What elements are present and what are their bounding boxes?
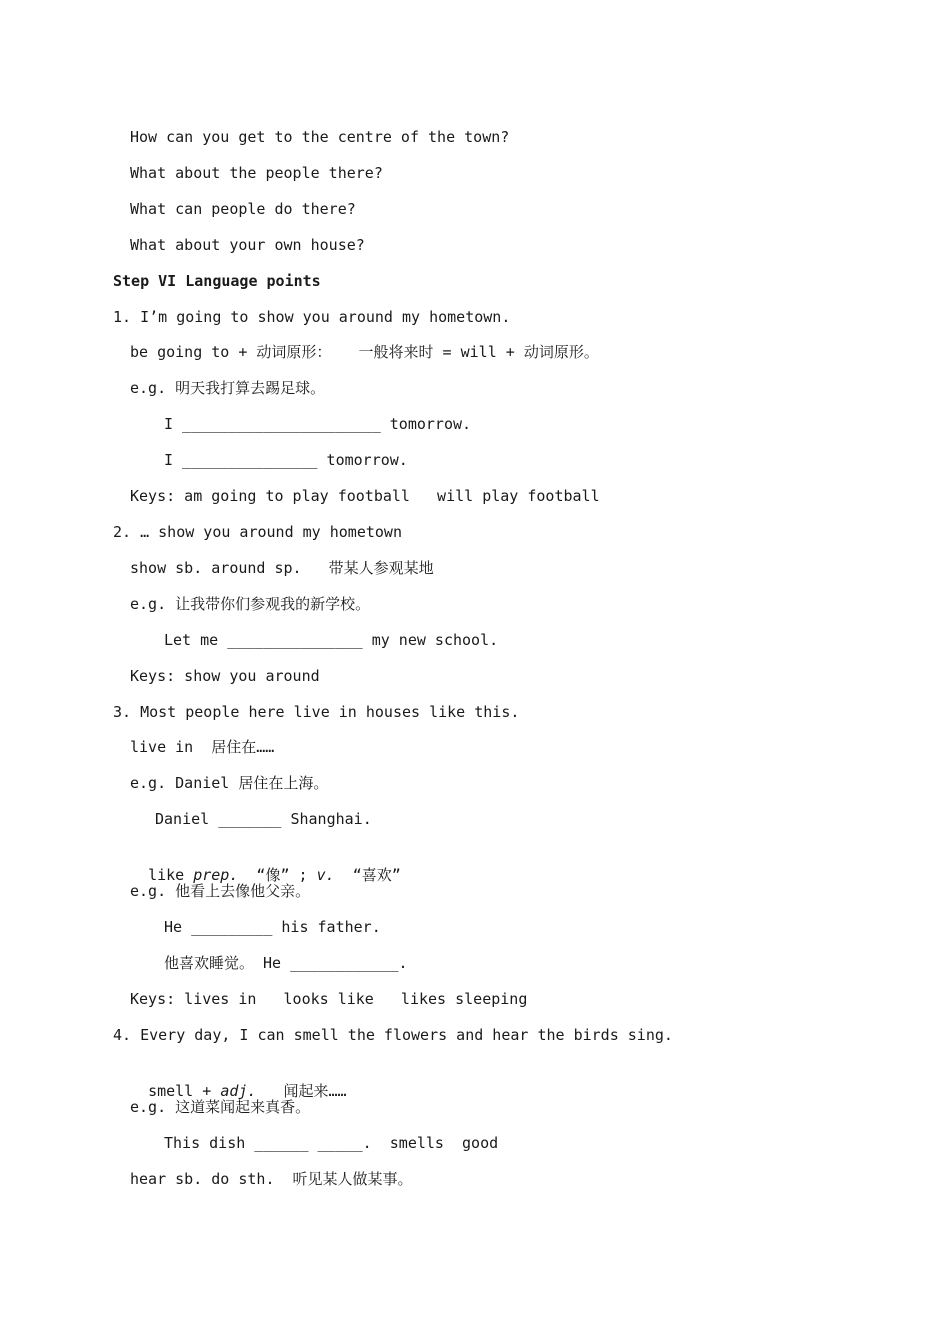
example-sentence: e.g. 这道菜闻起来真香。 [130,1098,311,1116]
grammar-rule: hear sb. do sth. 听见某人做某事。 [130,1170,413,1188]
section-heading: Step VI Language points [113,272,321,290]
point-title: 4. Every day, I can smell the flowers and hear the birds sing. [113,1026,673,1044]
question-line: What about the people there? [130,164,383,182]
grammar-rule: be going to + 动词原形： 一般将来时 = will + 动词原形。 [130,343,599,361]
fill-blank: He _________ his father. [164,918,381,936]
grammar-rule [130,845,401,884]
grammar-rule: show sb. around sp. 带某人参观某地 [130,559,434,577]
point-title: 2. … show you around my hometown [113,523,402,541]
answer-keys: Keys: am going to play football will play football [130,487,600,505]
grammar-rule [130,1061,347,1100]
grammar-rule: live in 居住在…… [130,738,275,756]
like-meaning-1: “像” ; [238,866,317,884]
question-line: What can people do there? [130,200,356,218]
fill-blank: 他喜欢睡觉。 He ____________. [164,954,408,972]
rule-prefix: smell + [148,1082,221,1100]
example-sentence: e.g. 明天我打算去踢足球。 [130,379,326,397]
question-line: What about your own house? [130,236,365,254]
like-word: like [148,866,194,884]
part-of-speech-prep: prep. [193,866,239,884]
rule-meaning: 闻起来…… [256,1082,347,1100]
point-title: 3. Most people here live in houses like this. [113,703,520,721]
fill-blank: This dish ______ _____. smells good [164,1134,499,1152]
point-title: 1. I’m going to show you around my hometown. [113,308,511,326]
fill-blank: Daniel _______ Shanghai. [155,810,372,828]
fill-blank: I _______________ tomorrow. [164,451,408,469]
part-of-speech-adj: adj. [220,1082,257,1100]
example-sentence: e.g. Daniel 居住在上海。 [130,774,329,792]
fill-blank: I ______________________ tomorrow. [164,415,472,433]
fill-blank: Let me _______________ my new school. [164,631,499,649]
question-line: How can you get to the centre of the town? [130,128,510,146]
answer-keys: Keys: show you around [130,667,320,685]
like-meaning-2: “喜欢” [334,866,401,884]
part-of-speech-verb: v. [316,866,335,884]
example-sentence: e.g. 他看上去像他父亲。 [130,882,311,900]
answer-keys: Keys: lives in looks like likes sleeping [130,990,528,1008]
example-sentence: e.g. 让我带你们参观我的新学校。 [130,595,371,613]
